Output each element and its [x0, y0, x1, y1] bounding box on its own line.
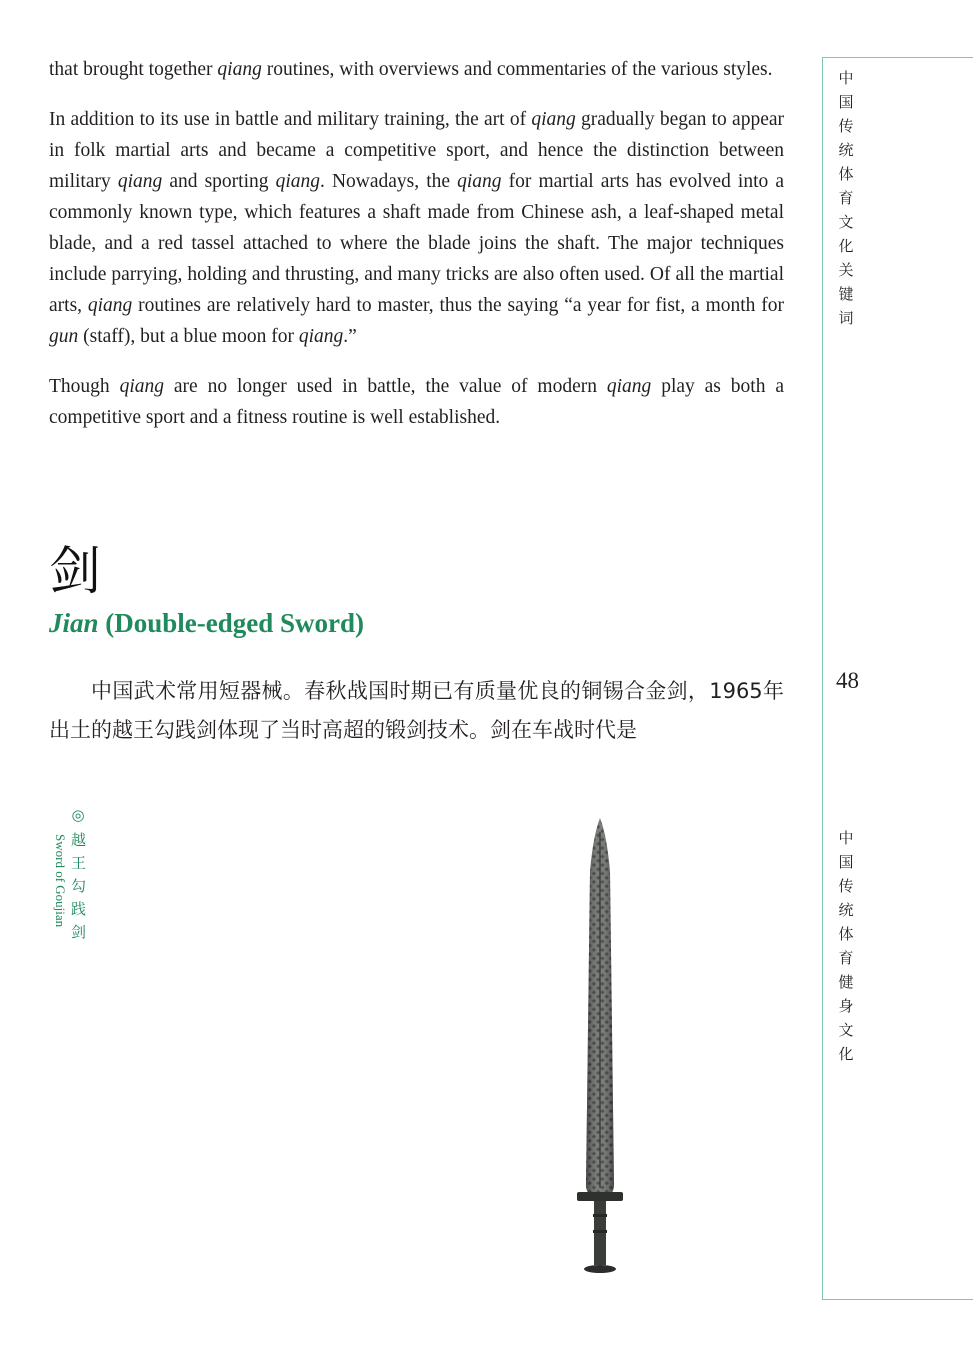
sidebar-glyph: 育 — [838, 949, 854, 967]
sidebar-glyph: 传 — [838, 117, 854, 135]
sidebar-glyph: 体 — [838, 925, 854, 943]
paragraph-2: In addition to its use in battle and military training, the art of qiang gradually began to appear in folk martial arts and became a competitive sport, and hence the distinction between military qiang and sporting qiang. Nowadays, the qiang for martial arts has evolved into a commonly known type, which features a shaft made from Chinese ash, a leaf-shaped metal blade, and a red tassel attached to where the blade joins the shaft. The major techniques include parrying, holding and thrusting, and many tricks are also often used. Of all the martial arts, qiang routines are relatively hard to master, thus the saying “a year for fist, a month for gun (staff), but a blue moon for qiang.” — [49, 109, 784, 347]
sidebar-glyph: 化 — [838, 237, 854, 255]
chinese-text: 中国武术常用短器械。春秋战国时期已有质量优良的铜锡合金剑，1965年出土的越王勾践剑体现了当时高超的锻剑技术。剑在车战时代是 — [49, 679, 784, 742]
sidebar-glyph: 国 — [838, 853, 854, 871]
body-text — [49, 54, 784, 452]
paragraph-1: that brought together qiang routines, with overviews and commentaries of the various styles. — [49, 59, 773, 80]
entry-title-english: (Double-edged Sword) — [98, 608, 365, 638]
paragraph-3: Though qiang are no longer used in battle, the value of modern qiang play as both a competitive sport and a fitness routine is well established. — [49, 376, 784, 428]
sidebar-top-rule — [822, 57, 973, 58]
sidebar-glyph: 育 — [838, 189, 854, 207]
sidebar-glyph: 传 — [838, 877, 854, 895]
entry-title — [49, 608, 364, 639]
sidebar-glyph: 文 — [838, 213, 854, 231]
sword-of-goujian-image — [560, 812, 640, 1282]
sidebar-glyph: 中 — [838, 829, 854, 847]
sidebar-glyph: 统 — [838, 901, 854, 919]
sidebar-glyph: 键 — [838, 285, 854, 303]
sidebar-glyph: 国 — [838, 93, 854, 111]
sidebar-glyph: 文 — [838, 1021, 854, 1039]
caption-english: Sword of Goujian — [53, 834, 68, 928]
sidebar-glyph: 身 — [838, 997, 854, 1015]
sidebar-glyph: 关 — [838, 261, 854, 279]
sidebar-glyph: 中 — [838, 69, 854, 87]
entry-hanzi-heading: 剑 — [49, 542, 102, 602]
sidebar-series-label — [835, 66, 857, 330]
sidebar-bottom-rule — [822, 1299, 973, 1300]
image-caption — [48, 806, 92, 956]
page-number: 48 — [836, 668, 859, 693]
chinese-paragraph — [49, 672, 784, 750]
caption-chinese: ◎越王勾践剑 — [69, 806, 87, 947]
sidebar-vertical-rule — [822, 57, 823, 1300]
sidebar-glyph: 统 — [838, 141, 854, 159]
sidebar-glyph: 健 — [838, 973, 854, 991]
sidebar-glyph: 体 — [838, 165, 854, 183]
sidebar-glyph: 化 — [838, 1045, 854, 1063]
sidebar-glyph: 词 — [838, 309, 854, 327]
sidebar-section-label — [835, 826, 857, 1066]
entry-title-pinyin: Jian — [49, 608, 99, 638]
